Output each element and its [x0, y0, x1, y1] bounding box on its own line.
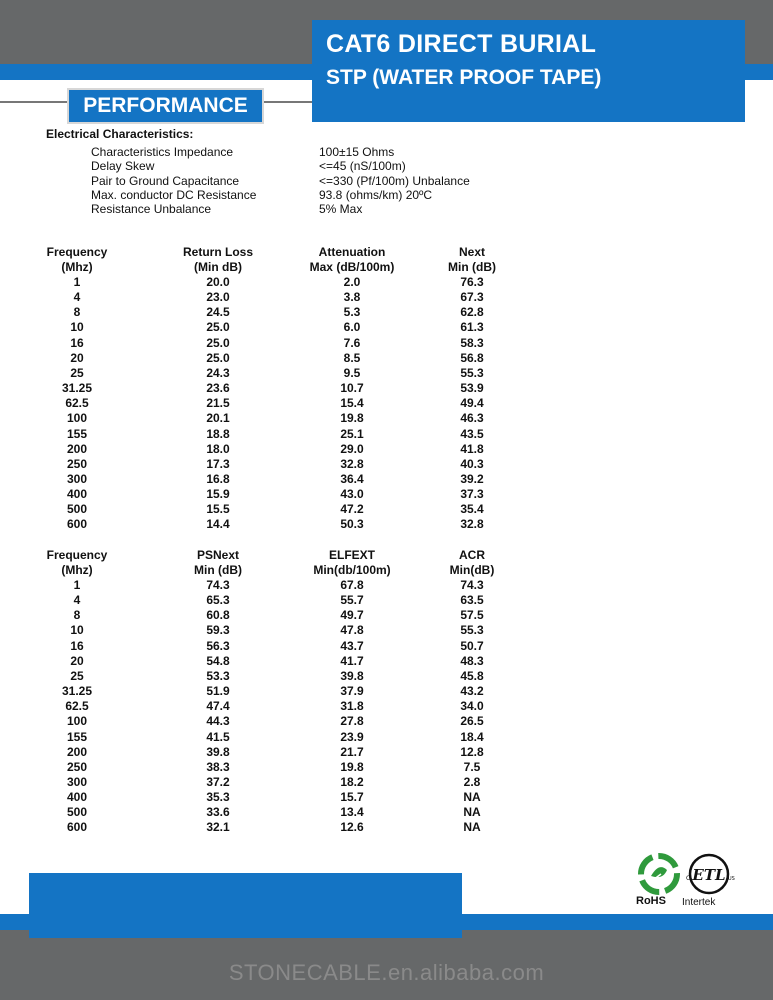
- footer-watermark: STONECABLE.en.alibaba.com: [228, 960, 545, 985]
- performance-badge: [67, 88, 264, 124]
- cell-frequency: 100: [66, 714, 88, 729]
- cell-col3: 43.0: [340, 487, 364, 502]
- cell-col4: NA: [463, 790, 481, 805]
- cell-col4: NA: [463, 820, 481, 835]
- header-col3: Max (dB/100m): [309, 260, 395, 274]
- cell-col3: 41.7: [340, 653, 364, 668]
- cell-col3: 13.4: [340, 805, 364, 820]
- cell-col4: NA: [463, 805, 481, 820]
- cell-col2: 24.3: [206, 365, 230, 380]
- cell-col4: 2.8: [463, 774, 481, 789]
- cell-col4: 41.8: [460, 441, 484, 456]
- electrical-value: 5% Max: [319, 202, 363, 217]
- cell-col2: 15.5: [206, 502, 230, 517]
- cell-frequency: 4: [73, 593, 81, 608]
- cell-col3: 43.7: [340, 638, 364, 653]
- header-col3: Attenuation: [318, 245, 386, 259]
- cell-col4: 55.3: [460, 365, 484, 380]
- cell-col3: 8.5: [343, 350, 361, 365]
- header-col2: Return Loss: [182, 245, 253, 259]
- cell-col4: 26.5: [460, 714, 484, 729]
- cell-col4: 61.3: [460, 320, 484, 335]
- footer-blue-stripe: [0, 914, 773, 930]
- cell-frequency: 8: [73, 608, 81, 623]
- cell-col3: 32.8: [340, 456, 364, 471]
- cell-frequency: 400: [66, 487, 88, 502]
- cell-col2: 23.0: [206, 290, 230, 305]
- cell-col4: 55.3: [460, 623, 484, 638]
- cell-col3: 39.8: [340, 668, 364, 683]
- cell-col3: 7.6: [343, 335, 361, 350]
- cell-col2: 21.5: [206, 396, 230, 411]
- cell-col3: 27.8: [340, 714, 364, 729]
- cell-col4: 67.3: [460, 290, 484, 305]
- cell-frequency: 300: [66, 774, 88, 789]
- cell-col2: 16.8: [206, 471, 230, 486]
- header-frequency: (Mhz): [61, 260, 93, 274]
- cell-col4: 57.5: [460, 608, 484, 623]
- cell-col2: 25.0: [206, 335, 230, 350]
- cell-col4: 7.5: [463, 759, 481, 774]
- electrical-value: 100±15 Ohms: [319, 145, 395, 159]
- cell-col3: 36.4: [340, 471, 364, 486]
- cell-col3: 25.1: [340, 426, 364, 441]
- header-col3: ELFEXT: [328, 548, 375, 562]
- rohs-label: RoHS: [636, 895, 666, 907]
- cell-col4: 37.3: [460, 487, 484, 502]
- cell-col2: 41.5: [206, 729, 230, 744]
- cell-frequency: 62.5: [65, 699, 89, 714]
- electrical-value: <=45 (nS/100m): [319, 159, 406, 174]
- cell-col3: 12.6: [340, 820, 364, 835]
- cell-col2: 38.3: [206, 759, 230, 774]
- cell-col4: 63.5: [460, 593, 484, 608]
- cell-frequency: 25: [70, 365, 84, 380]
- intertek-label: Intertek: [682, 897, 716, 908]
- cell-col2: 59.3: [206, 623, 230, 638]
- header-col4: Min (dB): [448, 260, 496, 274]
- cell-col2: 32.1: [206, 820, 230, 835]
- cell-col2: 20.1: [206, 411, 230, 426]
- cell-frequency: 155: [66, 729, 88, 744]
- electrical-value: <=330 (Pf/100m) Unbalance: [319, 173, 470, 188]
- cell-col3: 18.2: [340, 774, 364, 789]
- cell-col2: 33.6: [206, 805, 230, 820]
- electrical-value: 93.8 (ohms/km) 20ºC: [319, 187, 433, 202]
- cell-frequency: 250: [66, 759, 88, 774]
- electrical-heading: Electrical Characteristics:: [46, 127, 194, 141]
- cell-col3: 47.8: [340, 623, 364, 638]
- cell-col4: 49.4: [460, 396, 484, 411]
- cell-col2: 74.3: [206, 578, 230, 592]
- cell-col4: 35.4: [460, 502, 484, 517]
- cell-col3: 55.7: [340, 593, 364, 608]
- cell-col3: 2.0: [343, 275, 361, 289]
- header-col4: Min(dB): [449, 563, 495, 577]
- cell-frequency: 500: [66, 502, 88, 517]
- cell-col3: 31.8: [340, 699, 364, 714]
- header-col3: Min(db/100m): [313, 563, 391, 577]
- cell-col3: 6.0: [343, 320, 361, 335]
- cell-col2: 18.8: [206, 426, 230, 441]
- footer-blue-block-lower: [29, 930, 462, 938]
- cell-col4: 45.8: [460, 668, 484, 683]
- cell-col4: 58.3: [460, 335, 484, 350]
- cell-col4: 76.3: [460, 275, 484, 289]
- cell-col4: 48.3: [460, 653, 484, 668]
- cell-col3: 15.4: [340, 396, 364, 411]
- cell-col2: 20.0: [206, 275, 230, 289]
- header-col4: Next: [458, 245, 485, 259]
- product-subtitle: STP (WATER PROOF TAPE): [326, 66, 602, 89]
- etl-us-text: US: [728, 876, 735, 882]
- cell-col2: 51.9: [206, 684, 230, 699]
- cell-col4: 18.4: [460, 729, 484, 744]
- cell-frequency: 1: [73, 578, 81, 592]
- etl-mark-text: ETL: [692, 866, 726, 884]
- cell-col4: 74.3: [460, 578, 484, 592]
- cell-col2: 56.3: [206, 638, 230, 653]
- cell-frequency: 200: [66, 744, 88, 759]
- cell-col3: 67.8: [340, 578, 364, 592]
- cell-col2: 65.3: [206, 593, 230, 608]
- cell-frequency: 31.25: [61, 684, 93, 699]
- cell-col4: 12.8: [460, 744, 484, 759]
- electrical-name: Delay Skew: [91, 159, 155, 174]
- cell-frequency: 8: [73, 305, 81, 320]
- cell-col2: 37.2: [206, 774, 230, 789]
- cell-col2: 15.9: [206, 487, 230, 502]
- cell-col4: 40.3: [460, 456, 484, 471]
- cell-col2: 25.0: [206, 350, 230, 365]
- cell-col2: 25.0: [206, 320, 230, 335]
- cell-frequency: 20: [70, 350, 84, 365]
- cell-col4: 34.0: [460, 699, 484, 714]
- header-frequency: (Mhz): [61, 563, 93, 577]
- electrical-name: Max. conductor DC Resistance: [91, 187, 257, 202]
- cell-col4: 62.8: [460, 305, 484, 320]
- cell-col2: 39.8: [206, 744, 230, 759]
- performance-label: PERFORMANCE: [83, 94, 248, 117]
- cell-col2: 53.3: [206, 668, 230, 683]
- cell-frequency: 1: [73, 275, 81, 289]
- cell-col3: 37.9: [340, 684, 364, 699]
- cell-frequency: 62.5: [65, 396, 89, 411]
- cell-col3: 9.5: [343, 365, 361, 380]
- cell-frequency: 10: [70, 623, 84, 638]
- cell-frequency: 600: [66, 517, 88, 532]
- cell-frequency: 100: [66, 411, 88, 426]
- header-col2: Min (dB): [194, 563, 242, 577]
- header-col2: (Min dB): [194, 260, 242, 274]
- cell-col3: 50.3: [340, 517, 364, 532]
- cell-frequency: 250: [66, 456, 88, 471]
- cell-frequency: 31.25: [61, 381, 93, 396]
- cell-col4: 56.8: [460, 350, 484, 365]
- cell-frequency: 16: [70, 638, 84, 653]
- cell-col4: 43.2: [460, 684, 484, 699]
- electrical-name: Resistance Unbalance: [91, 202, 212, 217]
- cell-frequency: 300: [66, 471, 88, 486]
- cell-col3: 19.8: [340, 759, 364, 774]
- cell-col4: 53.9: [460, 381, 484, 396]
- cell-col4: 39.2: [460, 471, 484, 486]
- cell-frequency: 155: [66, 426, 88, 441]
- header-col2: PSNext: [196, 548, 240, 562]
- cell-col4: 32.8: [460, 517, 484, 532]
- cell-col2: 14.4: [206, 517, 230, 532]
- cell-frequency: 10: [70, 320, 84, 335]
- etl-c-text: C: [686, 875, 691, 882]
- cell-col2: 35.3: [206, 790, 230, 805]
- header-frequency: Frequency: [46, 245, 108, 259]
- cell-col4: 50.7: [460, 638, 484, 653]
- cell-col2: 44.3: [206, 714, 230, 729]
- cell-col3: 23.9: [340, 729, 364, 744]
- cell-col4: 46.3: [460, 411, 484, 426]
- cell-col2: 54.8: [206, 653, 230, 668]
- cell-col2: 18.0: [206, 441, 230, 456]
- cell-col2: 47.4: [206, 699, 230, 714]
- cell-col2: 60.8: [206, 608, 230, 623]
- cell-frequency: 200: [66, 441, 88, 456]
- electrical-name: Pair to Ground Capacitance: [91, 173, 240, 188]
- cell-col3: 21.7: [340, 744, 364, 759]
- header-frequency: Frequency: [46, 548, 108, 562]
- cell-frequency: 16: [70, 335, 84, 350]
- product-title: CAT6 DIRECT BURIAL: [326, 30, 597, 58]
- cell-frequency: 4: [73, 290, 81, 305]
- cell-col2: 17.3: [206, 456, 230, 471]
- cell-frequency: 400: [66, 790, 88, 805]
- cell-frequency: 20: [70, 653, 84, 668]
- cell-col3: 19.8: [340, 411, 364, 426]
- cell-col3: 29.0: [340, 441, 364, 456]
- cell-col3: 3.8: [343, 290, 361, 305]
- cell-frequency: 25: [70, 668, 84, 683]
- cell-frequency: 500: [66, 805, 88, 820]
- electrical-name: Characteristics Impedance: [91, 145, 234, 159]
- cell-frequency: 600: [66, 820, 88, 835]
- cell-col3: 49.7: [340, 608, 364, 623]
- cell-col3: 10.7: [340, 381, 364, 396]
- cell-col2: 23.6: [206, 381, 230, 396]
- cell-col3: 5.3: [343, 305, 361, 320]
- cell-col3: 15.7: [340, 790, 364, 805]
- cell-col3: 47.2: [340, 502, 364, 517]
- cell-col4: 43.5: [460, 426, 484, 441]
- header-col4: ACR: [459, 548, 485, 562]
- cell-col2: 24.5: [206, 305, 230, 320]
